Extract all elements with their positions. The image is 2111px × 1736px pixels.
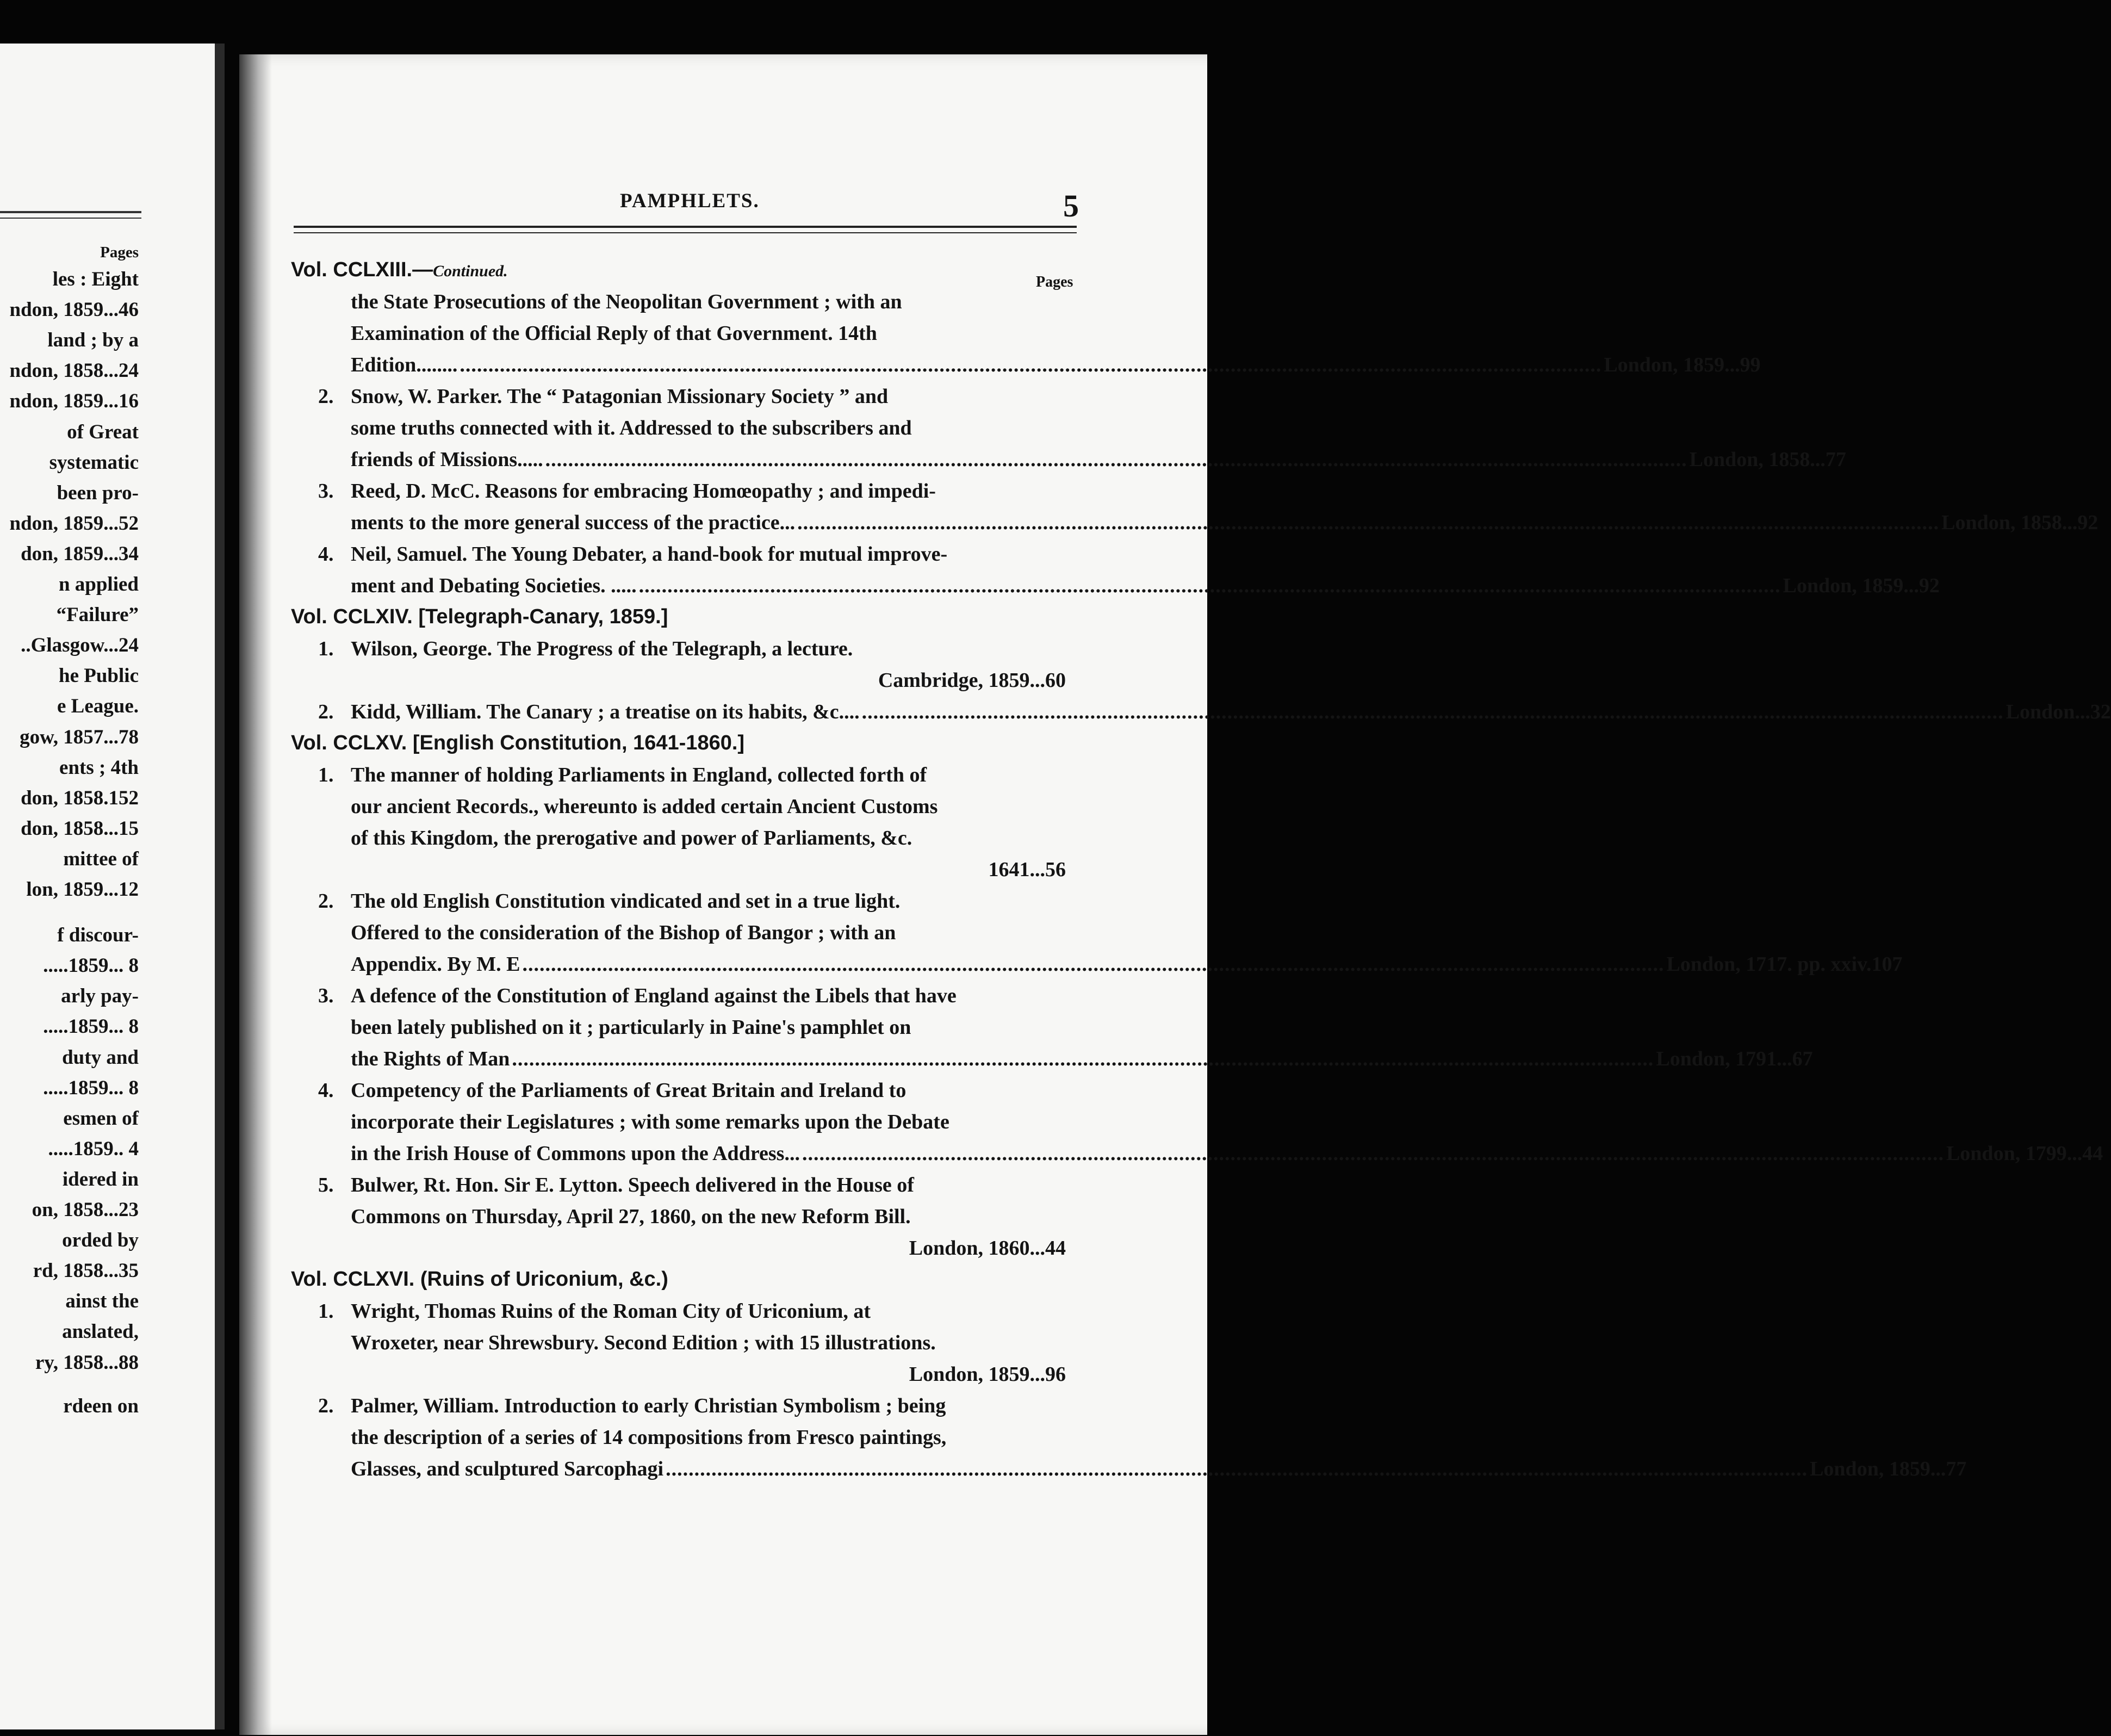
- entry-number: 4.: [318, 1079, 334, 1102]
- left-page-line: .....1859... 8: [43, 954, 139, 977]
- entry-number: 4.: [318, 543, 334, 566]
- entry-imprint-line: [351, 1047, 1813, 1071]
- entry-text-line: Bulwer, Rt. Hon. Sir E. Lytton. Speech delivered in the House of: [351, 1174, 914, 1196]
- left-page-line: don, 1858...15: [21, 817, 139, 840]
- left-page-line: land ; by a: [47, 329, 139, 352]
- entry-imprint-line: [351, 448, 1846, 472]
- entry-imprint-line: [351, 353, 1761, 377]
- left-page-line: n applied: [58, 573, 139, 596]
- left-page-line: idered in: [62, 1168, 139, 1191]
- entry-number: 5.: [318, 1174, 334, 1196]
- entry-imprint: 1641...56: [988, 858, 1066, 881]
- entry-number: 3.: [318, 984, 334, 1007]
- left-page-line: been pro-: [57, 481, 139, 504]
- entry-lead-text: Edition........: [351, 354, 458, 376]
- entry-imprint-line: [351, 952, 1903, 976]
- leader-dots: ........................................................................................................................................................................................................: [666, 1458, 1808, 1480]
- entry-imprint: London, 1858...77: [1689, 448, 1846, 471]
- entry-text-line: Wilson, George. The Progress of the Telegraph, a lecture.: [351, 637, 853, 660]
- volume-heading: [291, 1268, 668, 1291]
- left-page-line: ndon, 1859...16: [9, 390, 139, 413]
- entry-lead-text: the Rights of Man: [351, 1047, 510, 1070]
- entry-text-line: Palmer, William. Introduction to early Christian Symbolism ; being: [351, 1394, 946, 1417]
- left-page-line: e League.: [57, 695, 139, 718]
- entry-imprint: London, 1859...99: [1604, 354, 1761, 376]
- left-page-line: orded by: [62, 1229, 139, 1252]
- entry-imprint: London, 1799...44: [1946, 1142, 2103, 1165]
- left-page-line: don, 1858.152: [21, 786, 139, 809]
- left-page-line: gow, 1857...78: [20, 726, 139, 748]
- left-page-line: ry, 1858...88: [35, 1351, 139, 1374]
- volume-topic: (Ruins of Uriconium, &c.): [420, 1268, 668, 1291]
- leader-dots: ........................................................................................................................................................................................................: [512, 1047, 1654, 1070]
- entry-number: 3.: [318, 480, 334, 503]
- volume-heading: [291, 605, 668, 629]
- entry-imprint-line: [351, 700, 2111, 724]
- leader-dots: ........................................................................................................................................................................................................: [861, 700, 2004, 723]
- leader-dots: ........................................................................................................................................................................................................: [545, 448, 1687, 471]
- volume-number: Vol. CCLXIII.—: [291, 258, 433, 281]
- left-page-line: anslated,: [62, 1320, 139, 1343]
- entry-lead-text: Appendix. By M. E: [351, 953, 520, 976]
- entry-text-line: Commons on Thursday, April 27, 1860, on the new Reform Bill.: [351, 1205, 911, 1228]
- header-rule: [294, 232, 1077, 233]
- entry-text-line: Competency of the Parliaments of Great Britain and Ireland to: [351, 1079, 907, 1102]
- volume-number: Vol. CCLXV.: [291, 731, 407, 754]
- left-page-line: les : Eight: [52, 268, 139, 290]
- left-page-line: he Public: [59, 665, 139, 687]
- left-page-line: f discour-: [57, 924, 139, 947]
- entry-text-line: Neil, Samuel. The Young Debater, a hand-book for mutual improve-: [351, 543, 948, 566]
- entry-text-line: our ancient Records., whereunto is added certain Ancient Customs: [351, 795, 938, 818]
- leader-dots: ........................................................................................................................................................................................................: [802, 1142, 1944, 1165]
- left-page-rule: [0, 211, 141, 213]
- entry-imprint: London, 1859...77: [1810, 1458, 1967, 1480]
- entry-imprint: London...32: [2006, 700, 2111, 723]
- entry-imprint: London, 1858...92: [1941, 511, 2098, 534]
- left-page-line: ..Glasgow...24: [21, 634, 139, 657]
- entry-imprint-line: [351, 858, 1066, 882]
- left-page-line: “Failure”: [56, 604, 139, 627]
- left-facing-page: [0, 44, 225, 1729]
- entry-imprint: London, 1859...96: [909, 1363, 1066, 1386]
- entry-imprint: London, 1859...92: [1783, 574, 1940, 597]
- entry-number: 1.: [318, 1300, 334, 1323]
- left-page-line: mittee of: [63, 847, 139, 870]
- leader-dots: ........................................................................................................................................................................................................: [797, 511, 1940, 534]
- entry-text-line: Offered to the consideration of the Bishop of Bangor ; with an: [351, 921, 896, 944]
- entry-number: 1.: [318, 764, 334, 786]
- entry-text-line: Reed, D. McC. Reasons for embracing Homœopathy ; and impedi-: [351, 480, 936, 503]
- left-page-line: ndon, 1859...52: [9, 512, 139, 535]
- entry-imprint-line: [351, 668, 1066, 692]
- volume-topic: [Telegraph-Canary, 1859.]: [418, 605, 668, 628]
- entry-number: 2.: [318, 700, 334, 723]
- entry-text-line: The manner of holding Parliaments in England, collected forth of: [351, 764, 927, 786]
- entry-number: 1.: [318, 637, 334, 660]
- leader-dots: ........................................................................................................................................................................................................: [638, 574, 1781, 597]
- entry-text-line: incorporate their Legislatures ; with some remarks upon the Debate: [351, 1111, 949, 1133]
- entry-text-line: A defence of the Constitution of England against the Libels that have: [351, 984, 957, 1007]
- entry-text-line: the State Prosecutions of the Neopolitan Government ; with an: [351, 290, 902, 313]
- left-page-line: ainst the: [65, 1290, 139, 1313]
- left-page-line: on, 1858...23: [32, 1199, 139, 1221]
- left-page-line: of Great: [67, 420, 139, 443]
- left-page-line: lon, 1859...12: [26, 878, 139, 901]
- left-page-line: rd, 1858...35: [33, 1260, 139, 1282]
- entry-text-line: the description of a series of 14 compositions from Fresco paintings,: [351, 1426, 947, 1449]
- leader-dots: ........................................................................................................................................................................................................: [522, 953, 1665, 976]
- entry-lead-text: Kidd, William. The Canary ; a treatise on its habits, &c....: [351, 700, 860, 723]
- entry-number: 2.: [318, 385, 334, 408]
- left-page-line: esmen of: [63, 1107, 139, 1130]
- entry-lead-text: Glasses, and sculptured Sarcophagi: [351, 1458, 664, 1480]
- entry-number: 2.: [318, 1394, 334, 1417]
- page-title: PAMPHLETS.: [620, 190, 760, 212]
- left-page-line: .....1859.. 4: [48, 1137, 139, 1160]
- leader-dots: ........................................................................................................................................................................................................: [460, 354, 1602, 376]
- left-page-line: ndon, 1858...24: [9, 359, 139, 382]
- left-page-rule: [0, 218, 141, 219]
- entry-lead-text: friends of Missions.....: [351, 448, 543, 471]
- entry-lead-text: ment and Debating Societies. .....: [351, 574, 637, 597]
- entry-text-line: Examination of the Official Reply of that Government. 14th: [351, 322, 877, 345]
- entry-number: 2.: [318, 890, 334, 913]
- entry-text-line: Snow, W. Parker. The “ Patagonian Missionary Society ” and: [351, 385, 889, 408]
- volume-heading: [291, 731, 744, 755]
- entry-text-line: Wright, Thomas Ruins of the Roman City of Uriconium, at: [351, 1300, 871, 1323]
- spine-shadow: [239, 54, 272, 1735]
- entry-text-line: been lately published on it ; particularly in Paine's pamphlet on: [351, 1016, 911, 1039]
- page-number: 5: [1063, 188, 1079, 224]
- entry-imprint-line: [351, 1142, 2103, 1165]
- left-page-line: ents ; 4th: [59, 756, 139, 779]
- left-page-line: systematic: [49, 451, 139, 474]
- entry-imprint: London, 1717. pp. xxiv.107: [1666, 953, 1903, 976]
- entry-lead-text: ments to the more general success of the practice...: [351, 511, 796, 534]
- left-page-line: arly pay-: [61, 985, 139, 1008]
- volume-number: Vol. CCLXVI.: [291, 1268, 415, 1291]
- entry-text-line: some truths connected with it. Addressed to the subscribers and: [351, 417, 912, 439]
- entry-lead-text: in the Irish House of Commons upon the Address...: [351, 1142, 800, 1165]
- entry-text-line: of this Kingdom, the prerogative and power of Parliaments, &c.: [351, 827, 912, 850]
- volume-heading: [291, 258, 508, 282]
- volume-number: Vol. CCLXIV.: [291, 605, 413, 628]
- left-page-line: don, 1859...34: [21, 542, 139, 565]
- entry-imprint-line: [351, 1362, 1066, 1386]
- entry-imprint-line: [351, 1457, 1967, 1481]
- header-rule: [294, 226, 1077, 228]
- volume-heading-note: Continued.: [433, 262, 508, 280]
- entry-imprint: London, 1860...44: [909, 1237, 1066, 1260]
- entry-imprint-line: [351, 511, 2098, 535]
- left-page-line: duty and: [62, 1046, 139, 1069]
- pages-column-label: Pages: [1036, 274, 1073, 290]
- entry-text-line: Wroxeter, near Shrewsbury. Second Edition ; with 15 illustrations.: [351, 1331, 936, 1354]
- volume-topic: [English Constitution, 1641-1860.]: [412, 731, 745, 754]
- left-page-line: .....1859... 8: [43, 1015, 139, 1038]
- entry-imprint: London, 1791...67: [1656, 1047, 1813, 1070]
- entry-imprint: Cambridge, 1859...60: [878, 669, 1066, 692]
- right-page: [239, 54, 2111, 1735]
- left-page-line: ndon, 1859...46: [9, 299, 139, 321]
- entry-text-line: The old English Constitution vindicated and set in a true light.: [351, 890, 901, 913]
- left-page-line: rdeen on: [63, 1394, 139, 1417]
- entry-imprint-line: [351, 574, 1940, 598]
- left-page-line: .....1859... 8: [43, 1076, 139, 1099]
- entry-imprint-line: [351, 1236, 1066, 1260]
- left-pages-label: Pages: [100, 244, 139, 261]
